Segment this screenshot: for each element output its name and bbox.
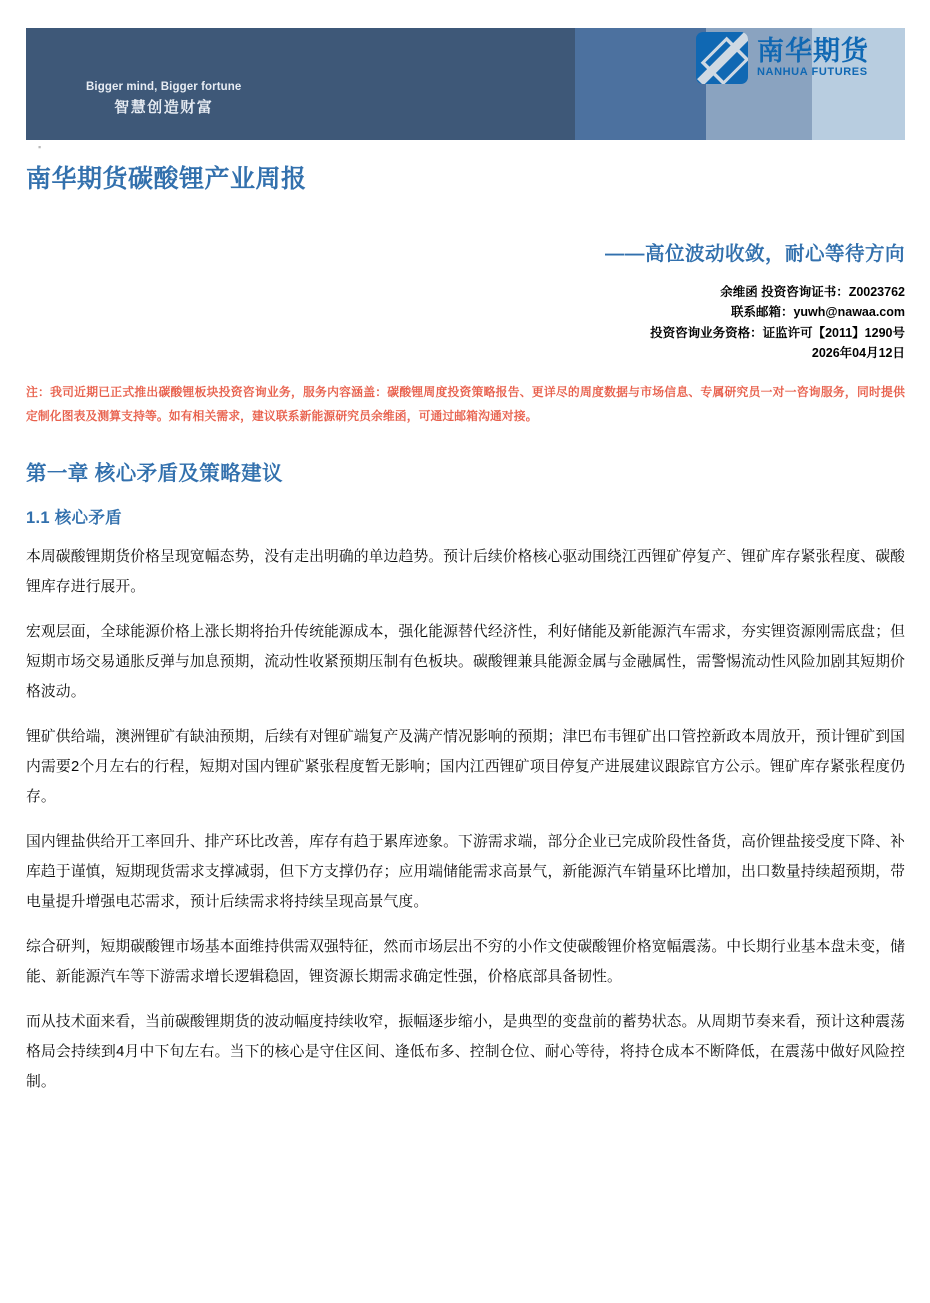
nanhua-logo-icon <box>696 32 748 84</box>
company-logo <box>696 30 884 86</box>
body-paragraph: 而从技术面来看，当前碳酸锂期货的波动幅度持续收窄，振幅逐步缩小，是典型的变盘前的蓄势状态。从周期节奏来看，预计这种震荡格局会持续到4月中下旬左右。当下的核心是守住区间、逢低布多、控制仓位、耐心等待，将持仓成本不断降低，在震荡中做好风险控制。 <box>26 1013 905 1090</box>
header-tagline-chinese: 智慧创造财富 <box>114 98 214 116</box>
meta-line-date: 2026年04月12日 <box>811 345 905 360</box>
stray-dot-mark: ▪ <box>38 142 42 152</box>
meta-line-license: 投资咨询业务资格：证监许可【2011】1290号 <box>650 325 905 340</box>
chapter-heading: 第一章 核心矛盾及策略建议 <box>26 462 283 486</box>
service-notice: 注：我司近期已正式推出碳酸锂板块投资咨询业务，服务内容涵盖：碳酸锂周度投资策略报告、更详尽的周度数据与市场信息、专属研究员一对一咨询服务，同时提供定制化图表及测算支持等。如有相关需求，建议联系新能源研究员余维函，可通过邮箱沟通对接。 <box>26 385 905 423</box>
document-content <box>26 164 905 1111</box>
header-tagline <box>86 80 241 118</box>
meta-line-email: 联系邮箱：yuwh@nawaa.com <box>730 305 905 320</box>
logo-name-english: NANHUA FUTURES <box>757 66 868 78</box>
body-paragraph: 本周碳酸锂期货价格呈现宽幅态势，没有走出明确的单边趋势。预计后续价格核心驱动围绕江西锂矿停复产、锂矿库存紧张程度、碳酸锂库存进行展开。 <box>26 549 905 596</box>
logo-text-block <box>757 38 869 78</box>
body-paragraph: 锂矿供给端，澳洲锂矿有缺油预期，后续有对锂矿端复产及满产情况影响的预期；津巴布韦锂矿出口管控新政本周放开，预计锂矿到国内需要2个月左右的行程，短期对国内锂矿紧张程度暂无影响；国内江西锂矿项目停复产进展建议跟踪官方公示。锂矿库存紧张程度仍存。 <box>26 728 905 805</box>
logo-name-chinese: 南华期货 <box>757 36 869 66</box>
body-paragraph: 综合研判，短期碳酸锂市场基本面维持供需双强特征，然而市场层出不穷的小作文使碳酸锂价格宽幅震荡。中长期行业基本盘未变，储能、新能源汽车等下游需求增长逻辑稳固，锂资源长期需求确定性强，价格底部具备韧性。 <box>26 938 905 985</box>
body-paragraph: 宏观层面，全球能源价格上涨长期将抬升传统能源成本，强化能源替代经济性，利好储能及新能源汽车需求，夯实锂资源刚需底盘；但短期市场交易通胀反弹与加息预期，流动性收紧预期压制有色板块。碳酸锂兼具能源金属与金融属性，需警惕流动性风险加剧其短期价格波动。 <box>26 624 905 701</box>
header-band-2 <box>575 28 706 140</box>
author-meta-block <box>26 282 905 363</box>
header-band-1 <box>26 28 575 140</box>
document-subtitle: ——高位波动收敛，耐心等待方向 <box>604 243 905 265</box>
body-paragraph: 国内锂盐供给开工率回升、排产环比改善，库存有趋于累库迹象。下游需求端，部分企业已完成阶段性备货，高价锂盐接受度下降、补库趋于谨慎，短期现货需求支撑减弱，但下方支撑仍存；应用端储能需求高景气，新能源汽车销量环比增加，出口数量持续超预期，带电量提升增强电芯需求，预计后续需求将持续呈现高景气度。 <box>26 833 905 910</box>
section-heading: 1.1 核心矛盾 <box>26 509 122 528</box>
page-title: 南华期货碳酸锂产业周报 <box>26 165 307 193</box>
meta-line-analyst: 余维函 投资咨询证书：Z0023762 <box>720 285 905 299</box>
header-tagline-english: Bigger mind, Bigger fortune <box>86 81 242 94</box>
